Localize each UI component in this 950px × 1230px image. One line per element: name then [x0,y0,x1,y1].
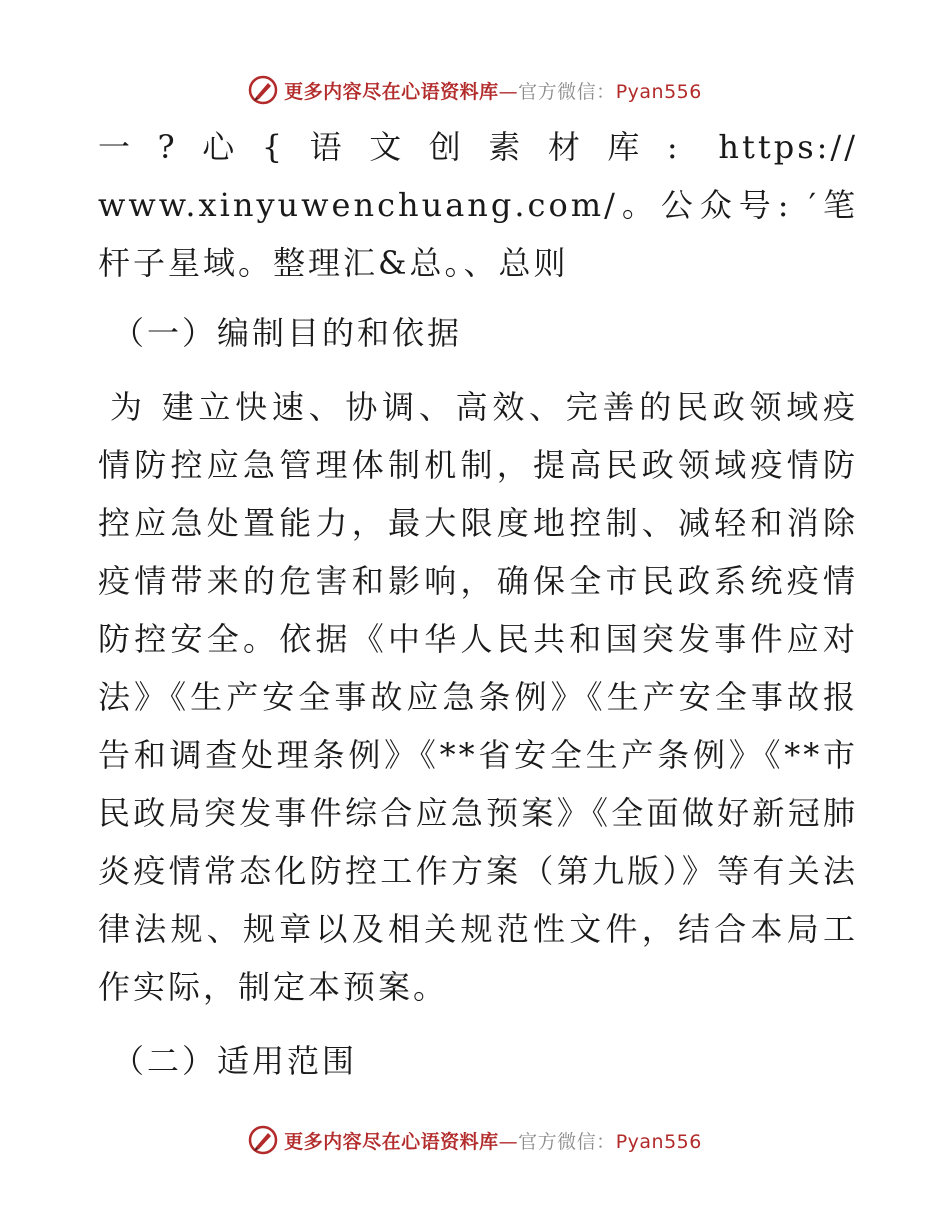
intro-paragraph: 一?心{语文创素材库: https:// www.xinyuwenchuang.com/。公众号: ′笔杆子星域。整理汇&总。、总则 [98,128,858,282]
banner-slogan: 更多内容尽在心语资料库 [284,80,499,103]
banner-wechat-id: Pyan556 [615,1130,702,1153]
banner-wechat-label: 官方微信： [518,1130,616,1153]
document-body [98,118,858,1090]
banner-text [284,1127,702,1154]
section-body-purpose: 为 建立快速、协调、高效、完善的民政领域疫情防控应急管理体制机制，提高民政领域疫情防控应急处置能力，最大限度地控制、减轻和消除疫情带来的危害和影响，确保全市民政系统疫情防控安全。依据《中华人民共和国突发事件应对法》《生产安全事故应急条例》《生产安全事故报告和调查处理条例》《**省安全生产条例》《**市民政局突发事件综合应急预案》《全面做好新冠肺炎疫情常态化防控工作方案（第九版）》等有关法律法规、规章以及相关规范性文件，结合本局工作实际，制定本预案。 [98,388,858,1006]
banner-slogan: 更多内容尽在心语资料库 [284,1130,499,1153]
banner-text [284,77,702,104]
pen-logo-icon [248,1125,278,1155]
section-heading-purpose: （一）编制目的和依据 [112,314,463,352]
banner-wechat-label: 官方微信： [518,80,616,103]
pen-logo-icon [248,75,278,105]
section-heading-scope: （二）适用范围 [112,1042,358,1080]
footer-watermark-banner [0,1120,950,1160]
banner-dash: — [498,1130,519,1153]
banner-wechat-id: Pyan556 [615,80,702,103]
banner-dash: — [498,80,519,103]
header-watermark-banner [0,70,950,110]
